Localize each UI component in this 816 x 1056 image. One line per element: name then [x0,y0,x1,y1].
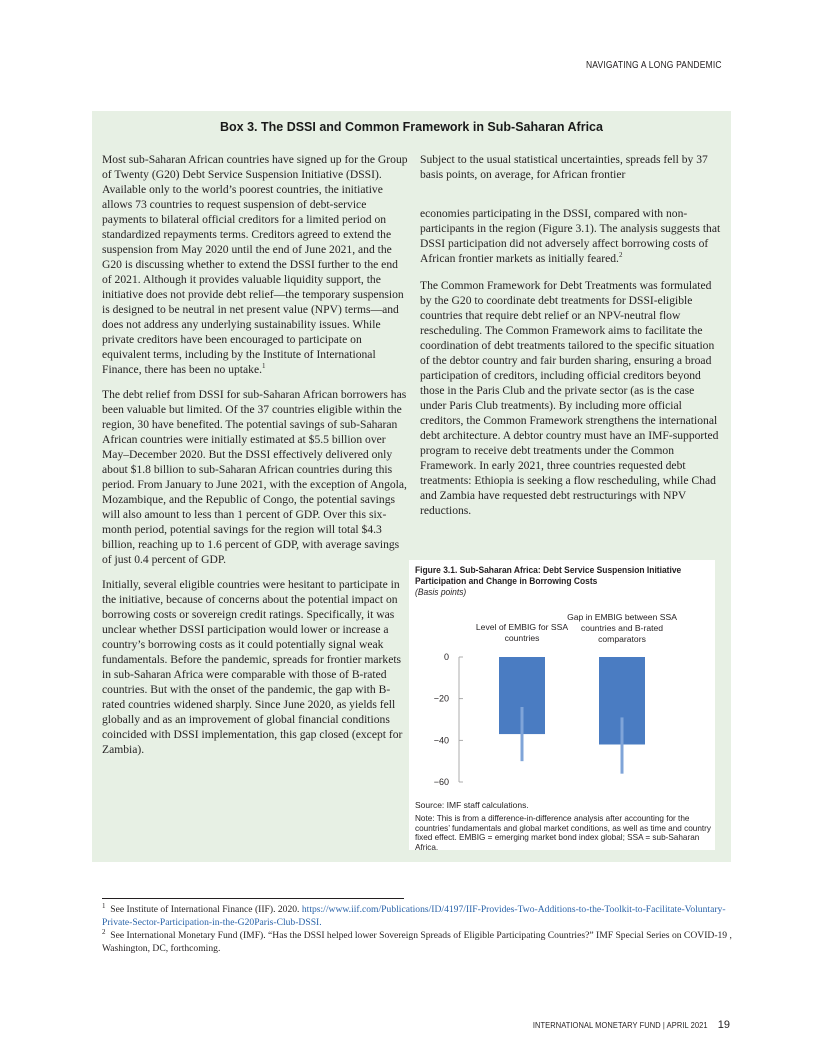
footnote-2: $^2$ See International Monetary Fund (IMF). “Has the DSSI helped lower Sovereign Spreads of Eligible Participating Countries?” IMF Special Series on COVID-19 , Washington, DC, forthcoming. [102,927,732,954]
y-tick-label: −20 [433,693,449,704]
category-label: countries [504,633,540,643]
left-column [102,152,408,767]
footnote-ref[interactable]: 1 [262,362,266,371]
footnote-rule [102,898,404,899]
category-label: Level of EMBIG for SSA [475,622,569,632]
figure-title: Figure 3.1. Sub-Saharan Africa: Debt Service Suspension Initiative Participation and Change in Borrowing Costs [415,565,682,586]
category-label: comparators [598,634,646,644]
paragraph: The Common Framework for Debt Treatments was formulated by the G20 to coordinate debt treatments for DSSI-eligible countries that require debt relief or an NPV-neutral flow rescheduling. The Common Framework aims to facilitate the coordination of debt treatments tailored to the specific situation of the debtor country and fair burden sharing, ensuring a broad participation of creditors, including official creditors beyond those in the Paris Club and the private sector (as is the case under Paris Club treatments). By including more official creditors, the Common Framework strengthens the international debt architecture. A debtor country must have an IMF-supported program to receive debt treatments under the Common Framework. In early 2021, three countries requested debt treatments: Ethiopia is seeking a flow rescheduling, while Chad and Zambia have requested debt restructurings with NPV reductions. [420,279,719,517]
footnote-link[interactable]: https://www.iif.com/Publications/ID/4197/IIF-Provides-Two-Additions-to-the-Toolkit-to-Facilitate-Voluntary-Private-Sector-Participation-in-the-G20Paris-Club-DSSI. [102,904,726,928]
y-tick-label: 0 [443,652,449,662]
category-label: Gap in EMBIG between SSA [567,612,677,622]
page-footer [509,1019,730,1031]
footnote-1: $^1$ See Institute of International Finance (IIF). 2020. https://www.iif.com/Publications/ID/4197/IIF-Provides-Two-Additions-to-the-Toolkit-to-Facilitate-Voluntary-Private-Sector-Participation-in-the-G20Paris-Club-DSSI. [102,901,726,928]
right-column [420,152,721,528]
page-number: 19 [717,1019,730,1031]
figure-source: Source: IMF staff calculations. [415,800,529,810]
footnotes [102,903,732,955]
paragraph: Initially, several eligible countries were hesitant to participate in the initiative, because of concerns about the potential impact on borrowing costs or sovereign credit ratings. Specifically, it was unclear whether DSSI participation would lower or increase a country’s borrowing costs as it could potentially signal weak fundamentals. Before the pandemic, spreads for frontier markets in sub-Saharan Africa were comparable with those of B-rated countries. But with the onset of the pandemic, the gap with B-rated countries widened sharply. Since June 2020, as yields fell globally and as an improvement of global financial conditions coincided with DSSI implementation, this gap closed (except for Zambia). [102,578,403,756]
figure-note: Note: This is from a difference-in-difference analysis after accounting for the countries’ fundamentals and global market conditions, as well as time and country fixed effect. EMBIG = emerging market bond index global; SSA = sub-Saharan Africa. [415,814,711,852]
paragraph: economies participating in the DSSI, compared with non-participants in the region (Figure 3.1). The analysis suggests that DSSI participation did not adversely affect borrowing costs of African frontier markets as initially feared.$^2$ [420,207,721,265]
footnote-ref[interactable]: 2 [618,251,623,260]
y-tick-label: −60 [433,777,449,787]
figure-subtitle: (Basis points) [415,587,467,597]
paragraph: Most sub-Saharan African countries have signed up for the Group of Twenty (G20) Debt Service Suspension Initiative (DSSI). Available only to the world’s poorest countries, the initiative allows 73 countries to request suspension of debt-service payments to bilateral official creditors for a limited period on standardized repayments terms. Creditors agreed to extend the suspension from May 2020 until the end of June 2021, and the G20 is discussing whether to extend the DSSI further to the end of 2021. Although it provides valuable liquidity support, the initiative does not provide debt relief—the temporary suspension is designed to be neutral in net present value (NPV) terms—and does not address any underlying sustainability issues. While private creditors have been encouraged to participate on equivalent terms, including by the Institute of International Finance, there has been no uptake.$^1$ [102,153,408,376]
box-title: Box 3. The DSSI and Common Framework in Sub-Saharan Africa [220,120,603,134]
figure-3-1 [409,560,715,850]
running-head: NAVIGATING A LONG PANDEMIC [586,60,722,71]
journal-name: INTERNATIONAL MONETARY FUND | APRIL 2021 [532,1020,708,1030]
bar-chart [409,596,715,796]
y-tick-label: −40 [433,735,449,746]
paragraph: The debt relief from DSSI for sub-Saharan African borrowers has been valuable but limited. Of the 37 countries eligible within the region, 30 have benefited. The potential savings of sub-Saharan African countries were initially estimated at $5.5 billion over May–December 2020. But the DSSI effectively delivered only about $1.8 billion to sub-Saharan African countries during this period. From January to June 2021, with the exception of Angola, Mozambique, and the Republic of Congo, the potential savings will also amount to less than 1 percent of GDP. Over this six-month period, potential savings for the region will total $4.3 billion, reaching up to 1.6 percent of GDP, with average savings of just 0.4 percent of GDP. [102,388,407,566]
paragraph: Subject to the usual statistical uncertainties, spreads fell by 37 basis points, on average, for African frontier [420,153,708,181]
box-3 [92,111,731,862]
category-label: countries and B-rated [580,623,664,633]
